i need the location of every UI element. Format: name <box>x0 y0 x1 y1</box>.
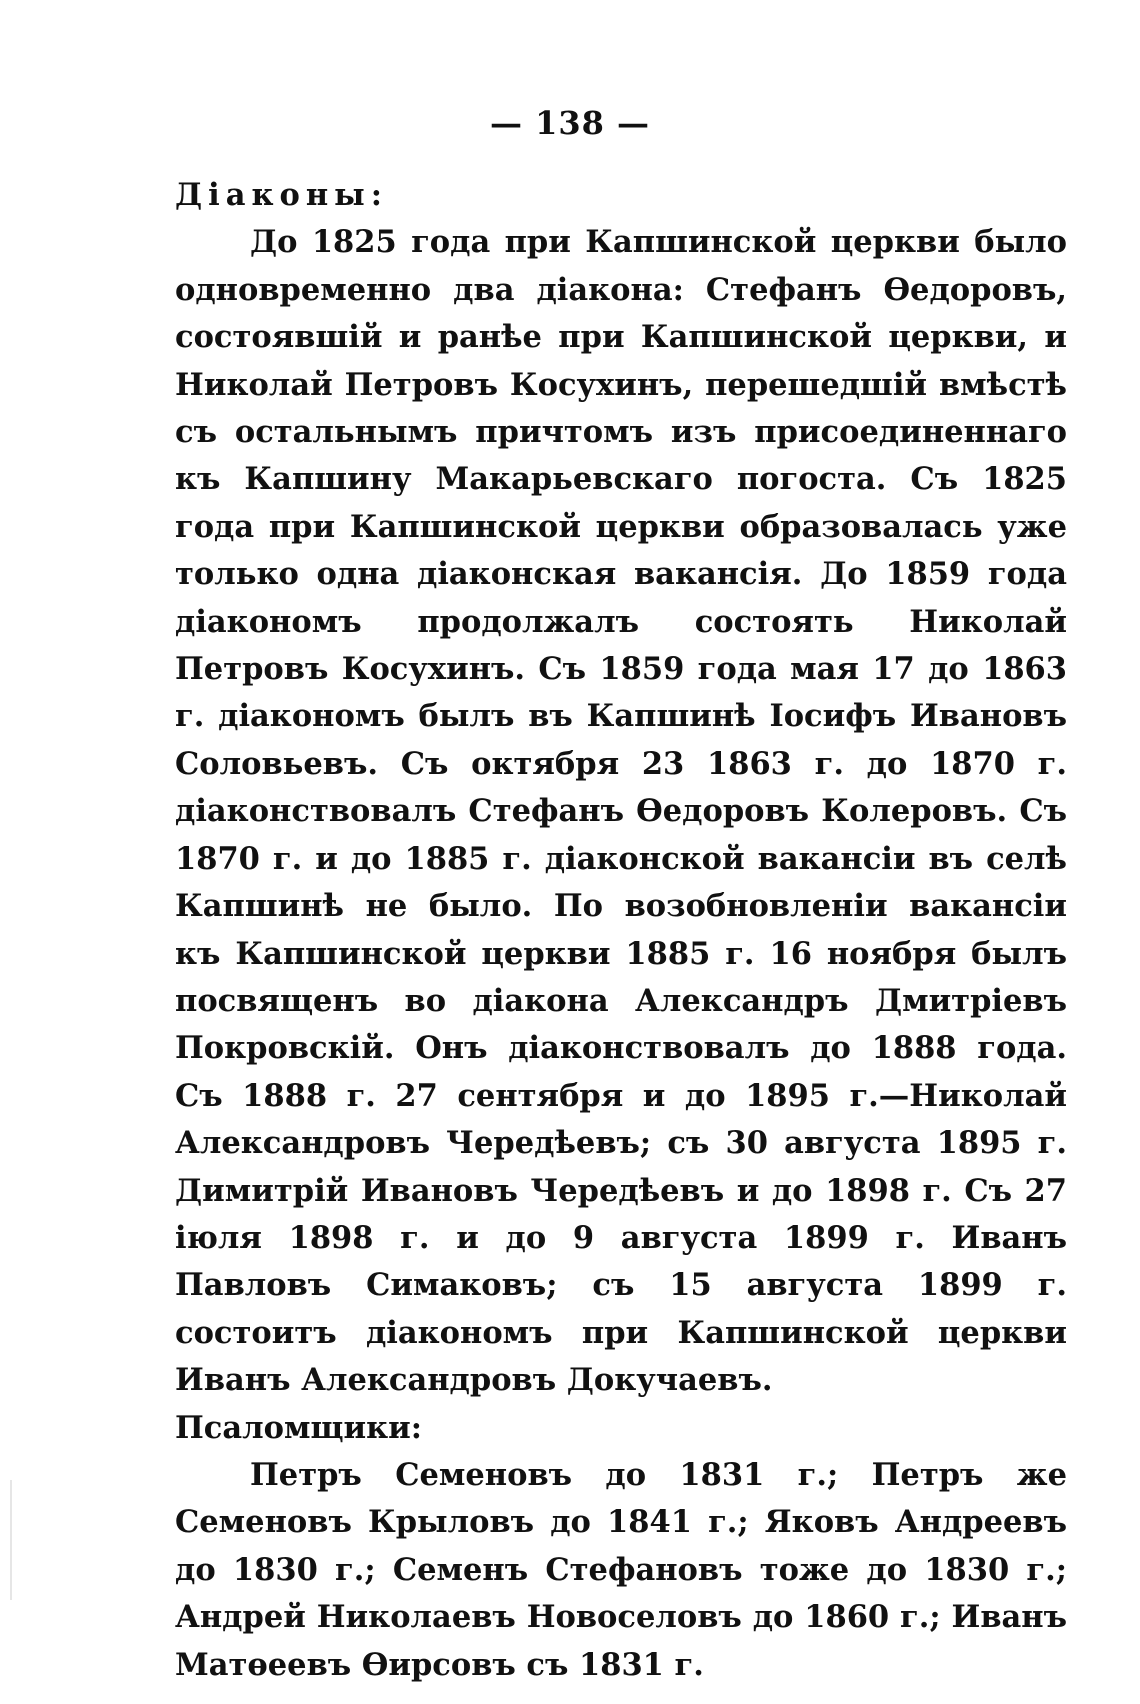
scan-edge-mark <box>10 1480 12 1600</box>
section-heading-deacons: Діаконы: <box>175 177 388 213</box>
psalmists-paragraph: Петръ Семеновъ до 1831 г.; Петръ же Семеновъ Крыловъ до 1841 г.; Яковъ Андреевъ до 1830 г.; Семенъ Стефановъ тоже до 1830 г.; Андрей Николаевъ Новоселовъ до 1860 г.; Иванъ Матөеевъ Өирсовъ съ 1831 г. <box>175 1456 1067 1683</box>
page-body <box>175 172 1067 1689</box>
deacons-paragraph: До 1825 года при Капшинской церкви было одновременно два діакона: Стефанъ Өедоровъ, состоявшій и ранѣе при Капшинской церкви, и Николай Петровъ Косухинъ, перешедшій вмѣстѣ съ остальнымъ причтомъ изъ присоединеннаго къ Капшину Макарьевскаго погоста. Съ 1825 года при Капшинской церкви образовалась уже только одна діаконская вакансія. До 1859 года діакономъ продолжалъ состоять Николай Петровъ Косухинъ. Съ 1859 года мая 17 до 1863 г. діакономъ былъ въ Капшинѣ Іосифъ Ивановъ Соловьевъ. Съ октября 23 1863 г. до 1870 г. діаконствовалъ Стефанъ Өедоровъ Колеровъ. Съ 1870 г. и до 1885 г. діаконской вакансіи въ селѣ Капшинѣ не было. По возобновленіи вакансіи къ Капшинской церкви 1885 г. 16 ноября былъ посвященъ во діакона Александръ Дмитріевъ Покровскій. Онъ діаконствовалъ до 1888 года. Съ 1888 г. 27 сентября и до 1895 г.—Николай Александровъ Чередѣевъ; съ 30 августа 1895 г. Димитрій Ивановъ Чередѣевъ и до 1898 г. Съ 27 іюля 1898 г. и до 9 августа 1899 г. Иванъ Павловъ Симаковъ; съ 15 августа 1899 г. состоитъ діакономъ при Капшинской церкви Иванъ Александровъ Докучаевъ. <box>175 224 1067 1399</box>
section-heading-psalmists: Псаломщики: <box>175 1409 423 1446</box>
page-number: — 138 — <box>489 104 651 142</box>
